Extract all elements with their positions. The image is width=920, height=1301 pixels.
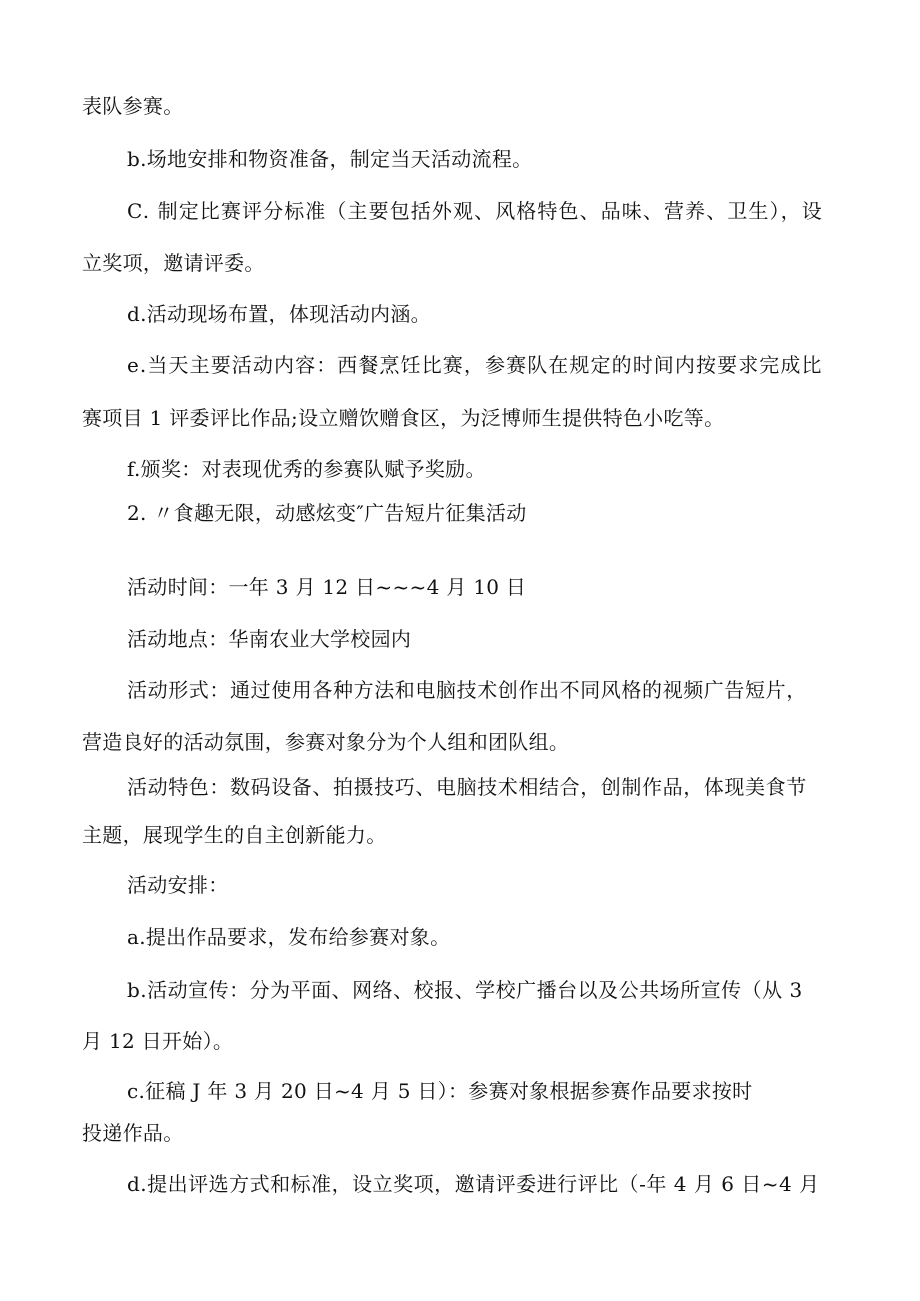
text-line: d.活动现场布置，体现活动内涵。 [127,302,431,326]
text-line: 主题，展现学生的自主创新能力。 [82,823,387,847]
text-line: b.活动宣传：分为平面、网络、校报、学校广播台以及公共场所宣传（从 3 [127,978,803,1002]
text-line: 活动形式：通过使用各种方法和电脑技术创作出不同风格的视频广告短片， [127,678,807,702]
text-line: f.颁奖：对表现优秀的参赛队赋予奖励。 [127,457,486,481]
text-line: 活动地点：华南农业大学校园内 [127,627,412,651]
text-line: 立奖项，邀请评委。 [82,251,265,275]
text-line: 营造良好的活动氛围，参赛对象分为个人组和团队组。 [82,730,570,754]
text-line: e.当天主要活动内容：西餐烹饪比赛，参赛队在规定的时间内按要求完成比 [127,353,823,377]
text-line: 赛项目 1 评委评比作品;设立赠饮赠食区，为泛博师生提供特色小吃等。 [82,406,725,430]
text-line: a.提出作品要求，发布给参赛对象。 [127,925,451,949]
text-line: C. 制定比赛评分标准（主要包括外观、风格特色、品味、营养、卫生），设 [127,199,823,223]
text-line: 投递作品。 [82,1121,184,1145]
section-heading: 2. 〃食趣无限，动感炫变″广告短片征集活动 [127,501,527,525]
text-line: 月 12 日开始）。 [82,1029,234,1053]
text-line: 表队参赛。 [82,94,184,118]
text-line: b.场地安排和物资准备，制定当天活动流程。 [127,147,533,171]
text-line: 活动时间：一年 3 月 12 日~~~4 月 10 日 [127,575,527,599]
text-line: c.征稿 J 年 3 月 20 日~4 月 5 日）：参赛对象根据参赛作品要求按时 [127,1079,753,1103]
text-line: 活动特色：数码设备、拍摄技巧、电脑技术相结合，创制作品，体现美食节 [127,775,807,799]
text-line: d.提出评选方式和标准，设立奖项，邀请评委进行评比（-年 4 月 6 日~4 月 [127,1172,820,1196]
text-line: 活动安排： [127,873,229,897]
